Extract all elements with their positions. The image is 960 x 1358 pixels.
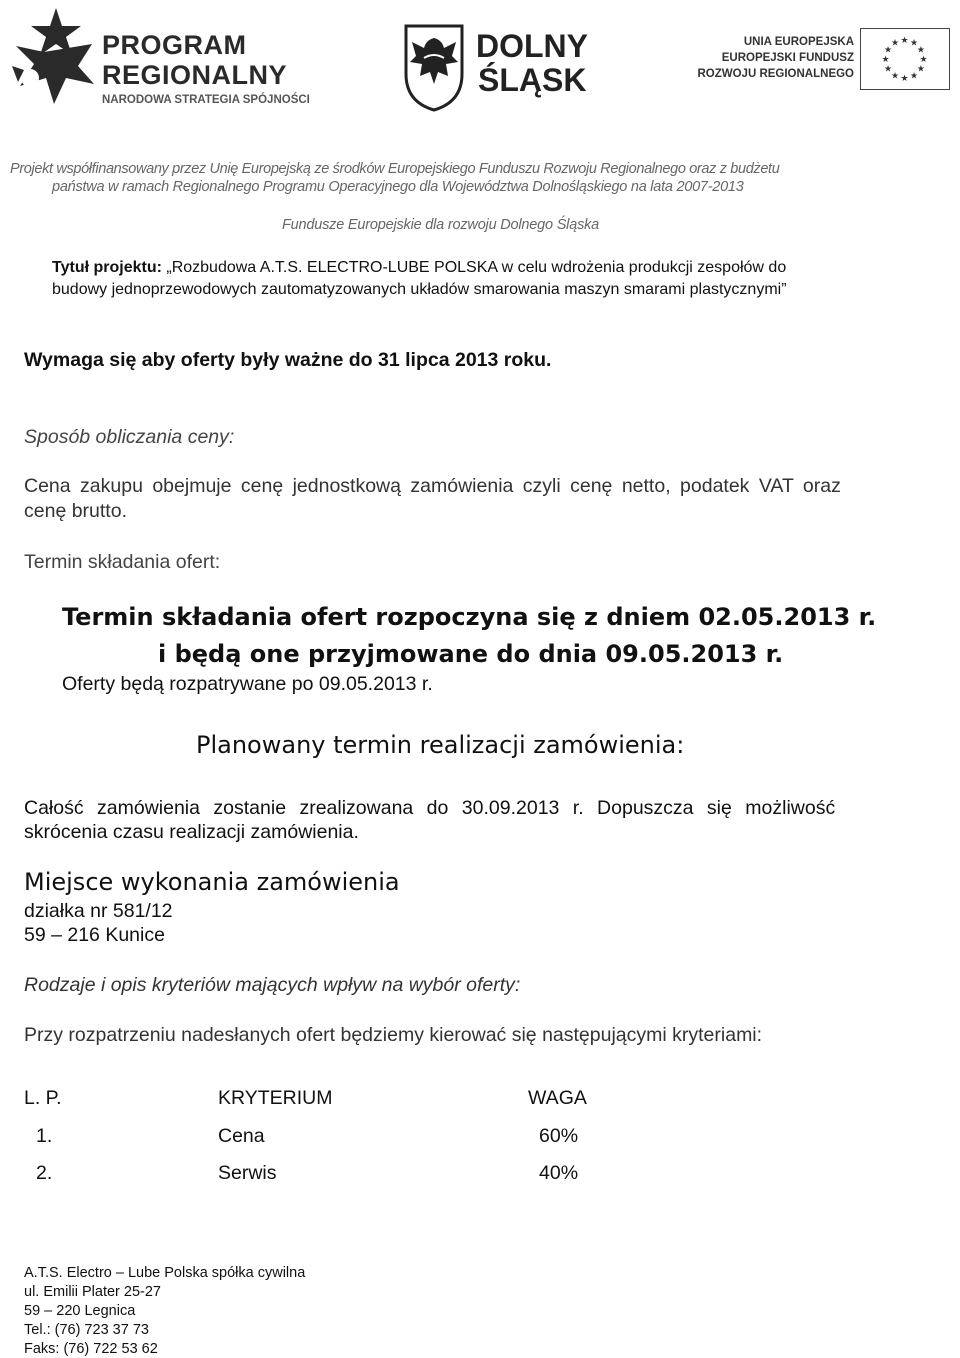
deadline-end: i będą one przyjmowane do dnia 09.05.2013 r. <box>158 640 784 668</box>
place-plot: działka nr 581/12 <box>24 900 173 922</box>
eu-flag-icon <box>860 28 950 90</box>
deadline-start: Termin składania ofert rozpoczyna się z dniem 02.05.2013 r. <box>62 603 877 631</box>
eu-star-icon: ★ <box>916 63 925 74</box>
program-regionalny-logo <box>6 8 336 118</box>
program-logo-line1: PROGRAM <box>102 30 247 60</box>
eu-star-icon: ★ <box>890 70 900 81</box>
row-criterion: Cena <box>218 1125 265 1147</box>
footer-street: ul. Emilii Plater 25-27 <box>24 1284 161 1300</box>
row-weight: 40% <box>539 1162 579 1184</box>
cofinancing-line1: Projekt współfinansowany przez Unię Europejską ze środków Europejskiego Funduszu Rozwoju Regionalnego oraz z budżetu <box>10 161 780 177</box>
row-lp: 2. <box>36 1162 53 1184</box>
program-logo-line2: REGIONALNY <box>102 60 288 90</box>
project-title-label: Tytuł projektu: <box>52 259 162 276</box>
place-heading: Miejsce wykonania zamówienia <box>24 868 400 896</box>
eu-star-icon: ★ <box>900 73 909 83</box>
realization-line2: skrócenia czasu realizacji zamówienia. <box>24 821 359 843</box>
row-weight: 60% <box>539 1125 579 1147</box>
cofinancing-line2: państwa w ramach Regionalnego Programu Operacyjnego dla Województwa Dolnośląskiego na lata 2007-2013 <box>52 179 744 195</box>
eu-star-icon: ★ <box>909 70 919 81</box>
realization-heading: Planowany termin realizacji zamówienia: <box>196 731 685 759</box>
program-logo-line3: NARODOWA STRATEGIA SPÓJNOŚCI <box>102 94 310 106</box>
row-criterion: Serwis <box>218 1162 277 1184</box>
project-title-text1: „Rozbudowa A.T.S. ELECTRO-LUBE POLSKA w celu wdrożenia produkcji zespołów do <box>166 259 787 276</box>
row-lp: 1. <box>36 1125 53 1147</box>
star-figure-icon <box>6 8 96 116</box>
eu-logo <box>682 32 952 102</box>
eu-star-icon: ★ <box>881 54 890 64</box>
validity-statement: Wymaga się aby oferty były ważne do 31 lipca 2013 roku. <box>24 349 552 371</box>
footer-fax: Faks: (76) 722 53 62 <box>24 1341 158 1357</box>
footer-phone: Tel.: (76) 723 37 73 <box>24 1322 149 1338</box>
eagle-coat-of-arms-icon <box>402 22 466 112</box>
realization-line1: Całość zamówienia zostanie zrealizowana do 30.09.2013 r. Dopuszcza się możliwość <box>24 797 836 819</box>
eu-star-icon: ★ <box>909 37 919 48</box>
footer-city: 59 – 220 Legnica <box>24 1303 136 1319</box>
deadline-review: Oferty będą rozpatrywane po 09.05.2013 r. <box>62 673 433 695</box>
pricing-heading: Sposób obliczania ceny: <box>24 426 235 448</box>
pricing-line1: Cena zakupu obejmuje cenę jednostkową zamówienia czyli cenę netto, podatek VAT oraz <box>24 475 841 497</box>
eu-star-icon: ★ <box>884 44 893 55</box>
dolny-logo-line1: DOLNY <box>476 28 588 64</box>
eu-logo-line1: UNIA EUROPEJSKA <box>743 36 854 48</box>
pricing-line2: cenę brutto. <box>24 500 127 522</box>
eu-star-icon: ★ <box>884 63 893 74</box>
criteria-heading: Rodzaje i opis kryteriów mających wpływ na wybór oferty: <box>24 974 521 996</box>
eu-logo-line2: EUROPEJSKI FUNDUSZ <box>721 52 854 64</box>
criteria-intro: Przy rozpatrzeniu nadesłanych ofert będziemy kierować się następującymi kryteriami: <box>24 1024 763 1046</box>
dolny-slask-logo <box>402 22 612 112</box>
footer-company: A.T.S. Electro – Lube Polska spółka cywilna <box>24 1265 306 1281</box>
place-city: 59 – 216 Kunice <box>24 924 165 946</box>
column-header-lp: L. P. <box>24 1087 62 1109</box>
eu-logo-line3: ROZWOJU REGIONALNEGO <box>697 68 854 80</box>
eu-star-icon: ★ <box>890 37 900 48</box>
eu-star-icon: ★ <box>919 54 928 64</box>
eu-star-icon: ★ <box>900 35 909 45</box>
project-title-line2: budowy jednoprzewodowych zautomatyzowanych układów smarowania maszyn smarami plastycznymi” <box>52 281 787 298</box>
eu-star-icon: ★ <box>916 44 925 55</box>
slogan: Fundusze Europejskie dla rozwoju Dolnego Śląska <box>282 217 600 233</box>
dolny-logo-line2: ŚLĄSK <box>478 62 587 98</box>
deadline-heading: Termin składania ofert: <box>24 551 221 573</box>
column-header-weight: WAGA <box>528 1087 587 1109</box>
project-title-line1 <box>52 259 786 277</box>
column-header-criterion: KRYTERIUM <box>218 1087 333 1109</box>
